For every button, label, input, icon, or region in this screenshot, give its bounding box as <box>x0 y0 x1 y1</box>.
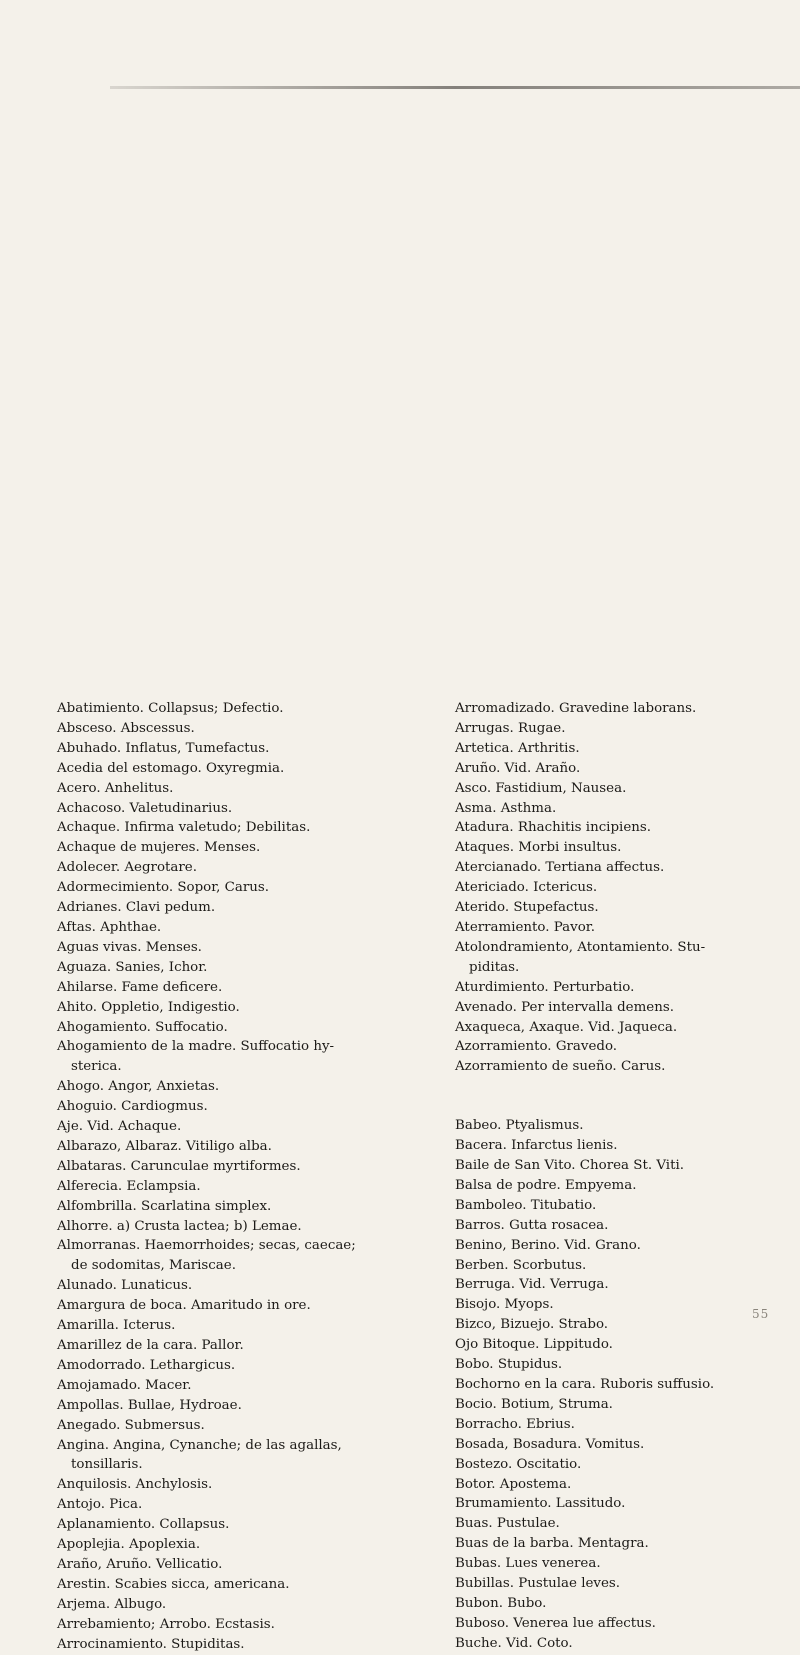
dictionary-line: Bobo. Stupidus. <box>455 1357 563 1373</box>
dictionary-line: Bisojo. Myops. <box>455 1297 554 1313</box>
dictionary-line: Artetica. Arthritis. <box>455 740 580 756</box>
dictionary-line: Axaqueca, Axaque. Vid. Jaqueca. <box>455 1019 678 1035</box>
dictionary-line: Angina. Angina, Cynanche; de las agallas, <box>57 1437 342 1453</box>
dictionary-line: Atericiado. Ictericus. <box>455 880 598 896</box>
dictionary-line: Botor. Apostema. <box>455 1476 572 1492</box>
dictionary-line: Aguaza. Sanies, Ichor. <box>57 959 208 975</box>
dictionary-line: Albarazo, Albaraz. Vitiligo alba. <box>57 1138 272 1154</box>
dictionary-line: Buboso. Venerea lue affectus. <box>455 1615 656 1631</box>
dictionary-line: Bochorno en la cara. Ruboris suffusio. <box>455 1377 715 1392</box>
dictionary-line: Ahogamiento de la madre. Suffocatio hy- <box>57 1039 335 1055</box>
dictionary-line: Asma. Asthma. <box>455 800 557 816</box>
dictionary-line: Aterido. Stupefactus. <box>455 900 599 916</box>
right-column <box>455 699 795 1654</box>
dictionary-line: Ahilarse. Fame deficere. <box>57 979 223 995</box>
dictionary-line: sterica. <box>71 1059 122 1075</box>
dictionary-line: Balsa de podre. Empyema. <box>455 1177 637 1193</box>
dictionary-line: Arrocinamiento. Stupiditas. <box>57 1636 245 1652</box>
dictionary-line: Adormecimiento. Sopor, Carus. <box>57 880 270 896</box>
dictionary-line: Amojamado. Macer. <box>57 1377 192 1393</box>
dictionary-line: Borracho. Ebrius. <box>455 1416 575 1432</box>
dictionary-line: Alferecia. Eclampsia. <box>57 1178 201 1194</box>
dictionary-line: Buas. Pustulae. <box>455 1516 560 1532</box>
dictionary-line: Ojo Bitoque. Lippitudo. <box>455 1337 613 1353</box>
left-column <box>57 699 422 1655</box>
dictionary-line: de sodomitas, Mariscae. <box>71 1258 236 1274</box>
dictionary-line: Bubon. Bubo. <box>455 1595 547 1611</box>
dictionary-line: Buas de la barba. Mentagra. <box>455 1536 649 1552</box>
dictionary-line: Atadura. Rhachitis incipiens. <box>455 820 652 836</box>
dictionary-line: Brumamiento. Lassitudo. <box>455 1496 626 1512</box>
dictionary-line: Aguas vivas. Menses. <box>57 939 202 955</box>
dictionary-line: Barros. Gutta rosacea. <box>455 1217 609 1233</box>
dictionary-line: tonsillaris. <box>71 1457 143 1473</box>
dictionary-line: Bizco, Bizuejo. Strabo. <box>455 1317 609 1333</box>
dictionary-line: Arestin. Scabies sicca, americana. <box>57 1576 290 1592</box>
dictionary-line: Achacoso. Valetudinarius. <box>57 800 233 816</box>
dictionary-line: Achaque de mujeres. Menses. <box>57 840 261 856</box>
dictionary-line: Antojo. Pica. <box>57 1497 143 1513</box>
dictionary-line: Amarillez de la cara. Pallor. <box>57 1338 244 1353</box>
dictionary-line: Albataras. Carunculae myrtiformes. <box>57 1158 301 1174</box>
dictionary-line: Avenado. Per intervalla demens. <box>455 999 674 1015</box>
dictionary-line: Bamboleo. Titubatio. <box>455 1197 597 1213</box>
dictionary-line: Araño, Aruño. Vellicatio. <box>57 1556 223 1572</box>
dictionary-line: Adolecer. Aegrotare. <box>57 860 197 876</box>
dictionary-line: Azorramiento de sueño. Carus. <box>455 1059 666 1075</box>
dictionary-line: Bubillas. Pustulae leves. <box>455 1576 621 1592</box>
dictionary-line: Atolondramiento, Atontamiento. Stu- <box>455 939 706 955</box>
dictionary-line: Anegado. Submersus. <box>57 1417 205 1433</box>
dictionary-line: Abatimiento. Collapsus; Defectio. <box>57 701 284 716</box>
dictionary-line: Aftas. Aphthae. <box>57 919 162 935</box>
dictionary-line: Aruño. Vid. Araño. <box>455 760 581 776</box>
dictionary-line: Arrebamiento; Arrobo. Ecstasis. <box>57 1616 275 1632</box>
dictionary-line: Absceso. Abscessus. <box>57 720 195 736</box>
dictionary-line: Bostezo. Oscitatio. <box>455 1456 582 1472</box>
dictionary-line: Baile de San Vito. Chorea St. Viti. <box>455 1158 685 1174</box>
dictionary-line: Alunado. Lunaticus. <box>57 1278 193 1294</box>
dictionary-line: piditas. <box>469 959 520 975</box>
dictionary-line: Aplanamiento. Collapsus. <box>57 1517 230 1533</box>
dictionary-line: Ahogo. Angor, Anxietas. <box>57 1079 220 1095</box>
dictionary-line: Atercianado. Tertiana affectus. <box>455 860 665 876</box>
dictionary-line: Aterramiento. Pavor. <box>455 919 595 935</box>
section-gap <box>455 1077 795 1116</box>
dictionary-line: Bubas. Lues venerea. <box>455 1556 601 1572</box>
dictionary-line: Apoplejia. Apoplexia. <box>57 1537 201 1553</box>
scan-rule <box>110 86 800 89</box>
right-column-section-a <box>455 699 795 1077</box>
dictionary-line: Amarilla. Icterus. <box>57 1318 176 1334</box>
dictionary-line: Azorramiento. Gravedo. <box>455 1039 618 1055</box>
dictionary-line: Ataques. Morbi insultus. <box>455 840 622 856</box>
dictionary-line: Alhorre. a) Crusta lactea; b) Lemae. <box>57 1218 302 1234</box>
dictionary-line: Aje. Vid. Achaque. <box>57 1119 182 1135</box>
dictionary-line: Anquilosis. Anchylosis. <box>57 1477 213 1493</box>
page-number: 55 <box>752 1307 770 1321</box>
dictionary-line: Ahoguio. Cardiogmus. <box>57 1099 208 1115</box>
dictionary-line: Aturdimiento. Perturbatio. <box>455 979 635 995</box>
dictionary-line: Almorranas. Haemorrhoides; secas, caecae; <box>57 1238 356 1254</box>
dictionary-line: Arromadizado. Gravedine laborans. <box>455 701 697 716</box>
dictionary-line: Ahito. Oppletio, Indigestio. <box>57 999 240 1015</box>
dictionary-line: Berben. Scorbutus. <box>455 1257 587 1273</box>
dictionary-line: Ampollas. Bullae, Hydroae. <box>57 1397 242 1413</box>
dictionary-line: Bosada, Bosadura. Vomitus. <box>455 1436 645 1452</box>
dictionary-line: Buche. Vid. Coto. <box>455 1635 573 1651</box>
right-column-section-b <box>455 1116 795 1653</box>
dictionary-line: Acero. Anhelitus. <box>57 780 174 796</box>
dictionary-line: Amargura de boca. Amaritudo in ore. <box>57 1298 311 1314</box>
dictionary-line: Alfombrilla. Scarlatina simplex. <box>57 1198 272 1214</box>
dictionary-line: Bocio. Botium, Struma. <box>455 1396 613 1412</box>
dictionary-line: Ahogamiento. Suffocatio. <box>57 1019 228 1035</box>
dictionary-line: Babeo. Ptyalismus. <box>455 1118 584 1134</box>
dictionary-line: Arjema. Albugo. <box>57 1596 167 1612</box>
dictionary-line: Adrianes. Clavi pedum. <box>57 900 216 916</box>
dictionary-line: Bacera. Infarctus lienis. <box>455 1138 618 1154</box>
dictionary-line: Asco. Fastidium, Nausea. <box>455 780 627 796</box>
dictionary-line: Amodorrado. Lethargicus. <box>57 1357 236 1373</box>
dictionary-line: Berruga. Vid. Verruga. <box>455 1277 609 1293</box>
dictionary-line: Abuhado. Inflatus, Tumefactus. <box>57 740 270 756</box>
dictionary-line: Benino, Berino. Vid. Grano. <box>455 1237 641 1253</box>
dictionary-line: Acedia del estomago. Oxyregmia. <box>57 760 285 776</box>
dictionary-line: Arrugas. Rugae. <box>455 720 566 736</box>
dictionary-line: Achaque. Infirma valetudo; Debilitas. <box>57 820 311 836</box>
